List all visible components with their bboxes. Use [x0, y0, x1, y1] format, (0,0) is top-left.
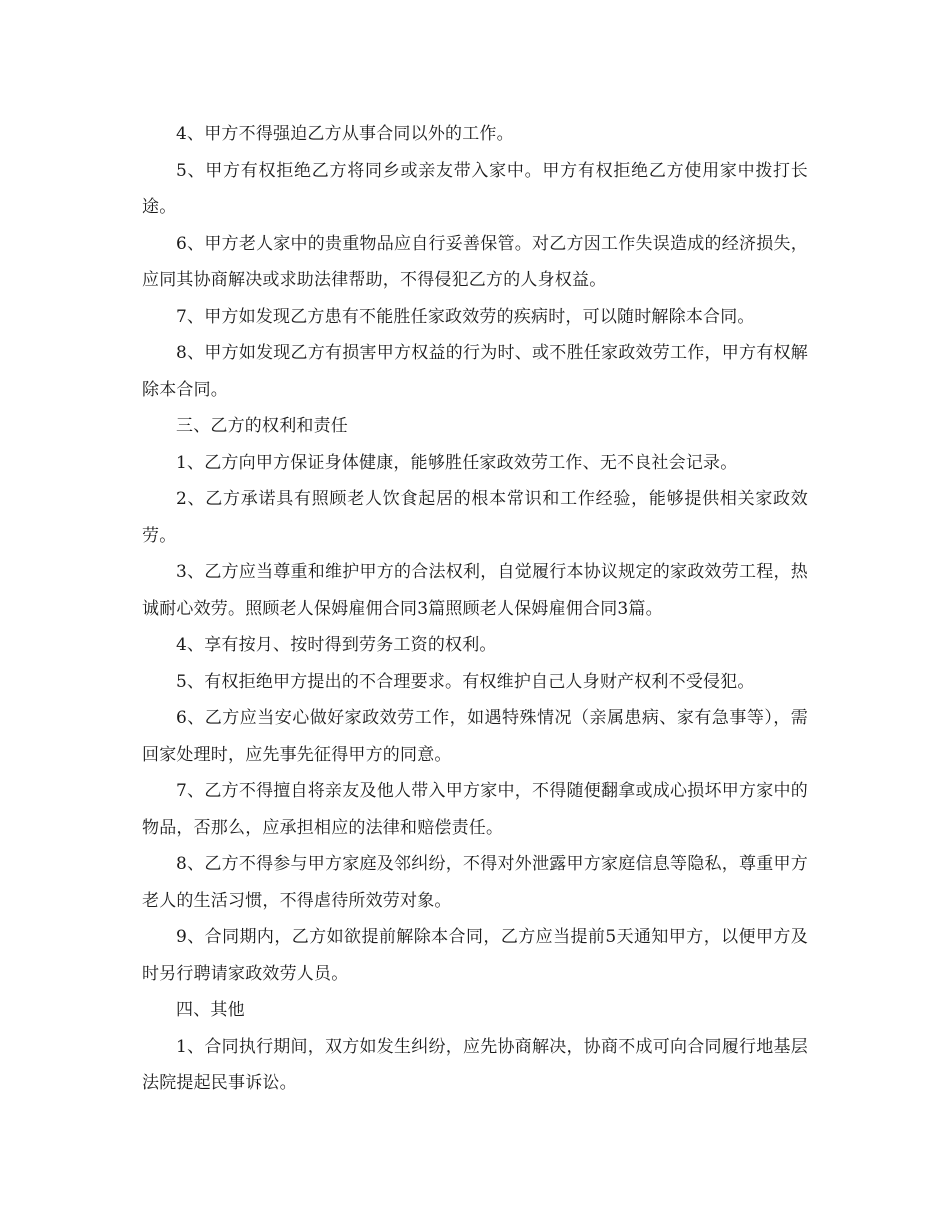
clause-b9-early-termination: 9、合同期内，乙方如欲提前解除本合同，乙方应当提前5天通知甲方，以便甲方及时另行聘请家政效劳人员。	[142, 927, 808, 984]
clause-6-valuables: 6、甲方老人家中的贵重物品应自行妥善保管。对乙方因工作失误造成的经济损失，应同其协商解决或求助法律帮助，不得侵犯乙方的人身权益。	[142, 233, 808, 290]
clause-o1-disputes: 1、合同执行期间，双方如发生纠纷，应先协商解决，协商不成可向合同履行地基层法院提起民事诉讼。	[142, 1036, 808, 1093]
clause-b8-privacy: 8、乙方不得参与甲方家庭及邻纠纷，不得对外泄露甲方家庭信息等隐私，尊重甲方老人的生活习惯，不得虐待所效劳对象。	[142, 854, 808, 911]
section-heading-other: 四、其他	[176, 1000, 245, 1020]
clause-b6-special-circumstances: 6、乙方应当安心做好家政效劳工作，如遇特殊情况（亲属患病、家有急事等），需回家处理时，应先事先征得甲方的同意。	[142, 708, 808, 765]
clause-b3-respect: 3、乙方应当尊重和维护甲方的合法权利，自觉履行本协议规定的家政效劳工程，热诚耐心效劳。照顾老人保姆雇佣合同3篇照顾老人保姆雇佣合同3篇。	[142, 562, 808, 619]
clause-b2-experience: 2、乙方承诺具有照顾老人饮食起居的根本常识和工作经验，能够提供相关家政效劳。	[142, 489, 808, 546]
clause-7-illness-termination: 7、甲方如发现乙方患有不能胜任家政效劳的疾病时，可以随时解除本合同。	[176, 306, 755, 327]
section-heading-party-b-rights: 三、乙方的权利和责任	[176, 416, 348, 436]
clause-b5-refuse-requests: 5、有权拒绝甲方提出的不合理要求。有权维护自己人身财产权利不受侵犯。	[176, 671, 755, 692]
clause-5-refuse-visitors: 5、甲方有权拒绝乙方将同乡或亲友带入家中。甲方有权拒绝乙方使用家中拨打长途。	[142, 160, 808, 217]
clause-8-harm-termination: 8、甲方如发现乙方有损害甲方权益的行为时、或不胜任家政效劳工作，甲方有权解除本合同。	[142, 343, 808, 400]
document-page	[142, 116, 808, 1102]
clause-b7-no-visitors: 7、乙方不得擅自将亲友及他人带入甲方家中，不得随便翻拿或成心损坏甲方家中的物品，否那么，应承担相应的法律和赔偿责任。	[142, 781, 808, 838]
clause-4-no-forced-work: 4、甲方不得强迫乙方从事合同以外的工作。	[176, 124, 514, 144]
clause-b4-wages: 4、享有按月、按时得到劳务工资的权利。	[176, 635, 497, 655]
clause-b1-health: 1、乙方向甲方保证身体健康，能够胜任家政效劳工作、无不良社会记录。	[176, 452, 738, 473]
